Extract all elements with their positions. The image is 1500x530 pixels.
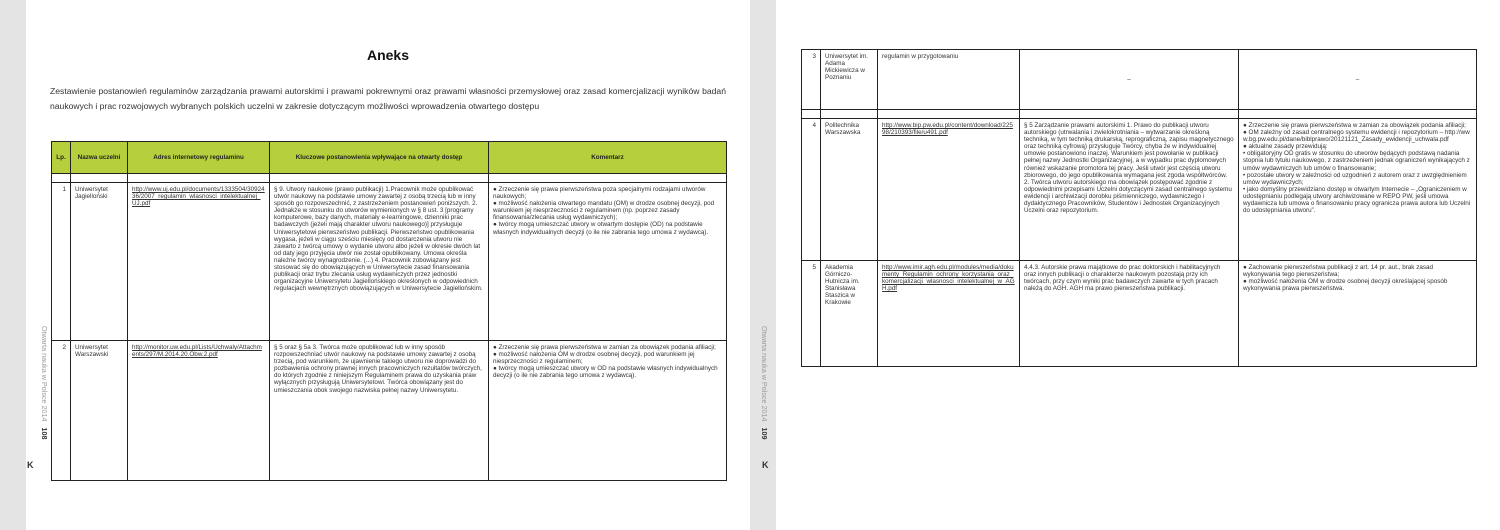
table-row xyxy=(802,50,1477,110)
header-lp: Lp. xyxy=(52,142,71,174)
row-number: 5 xyxy=(802,261,821,367)
table-row xyxy=(52,341,727,481)
provisions-text: § 9. Utwory naukowe (prawo publikacji) 1.Pracownik może opublikować utwór naukowy na podstawie umowy zawartej z osobą trzecią lub w inny sposób go rozpowszechnić, z zastrzeżeniem postanowień poniższych. 2. Jednakże w stosunku do utworów wymienionych w § 8 ust. 3 [programy komputerowe, bazy danych, materiały e-learningowe, dzienniki prac badawczych (jeżeli mają charakter utworu naukowego)] przysługuje Uniwersytetowi pierwszeństwo publikacji. Pierwszeństwo opublikowania wygasa, jeżeli w ciągu sześciu miesięcy od dostarczenia utworu nie zawarto z twórcą umowy o wydanie utworu albo jeżeli w okresie dwóch lat od daty jego przyjęcia utwór nie został opublikowany. Umowa określa należne twórcy wynagrodzenie. (...) 4. Pracownik zobowiązany jest stosować się do obowiązujących w Uniwersytecie zasad finansowania publikacji oraz trybu zlecania usług wydawniczych przez jednostki organizacyjne Uniwersytetu Jagiellońskiego określonych w odpowiednich regulacjach wewnętrznych obowiązujących w Uniwersytecie Jagiellońskim. xyxy=(270,183,489,341)
logo-icon: K xyxy=(762,460,769,470)
row-number: 1 xyxy=(52,183,71,341)
regulation-link[interactable]: http://www.bip.pw.edu.pl/content/download/22598/210393/file/u491.pdf xyxy=(882,122,1013,137)
comment-line: ● Zrzeczenie się prawa pierwszeństwa w zamian za obowiązek podania afiliacji; xyxy=(493,344,716,351)
university-name: Uniwersytet Jagielloński xyxy=(71,183,128,341)
comment-line: ● Zrzeczenie się prawa pierwszeństwa poza specjalnymi rodzajami utworów naukowych; xyxy=(493,186,706,201)
provisions-text: 4.4.3. Autorskie prawa majątkowe do prac doktorskich i habilitacyjnych oraz innych publikacji o charakterze naukowym pozostają przy ich twórcach, przy czym wyniki prac badawczych zawarte w tych pracach należą do AGH. AGH ma prawo pierwszeństwa publikacji. xyxy=(1020,261,1239,367)
page-number: 109 xyxy=(760,427,769,440)
logo-icon: K xyxy=(27,460,34,470)
comment-cell xyxy=(1239,261,1477,367)
regulation-link[interactable]: http://www.imir.agh.edu.pl/modules/media/dokumenty_Regulamin_ochrony_korzystania_oraz_komercjalizacji_wlasnosci_intelektualnej_w_AGH.pdf xyxy=(882,264,1015,293)
comment-cell xyxy=(489,341,727,481)
table-row xyxy=(802,119,1477,261)
row-number: 3 xyxy=(802,50,821,110)
publication-label: Otwarta nauka w Polsce 2014 xyxy=(40,326,49,422)
comment-line: • jako domyślny przewidziano dostęp w otwartym Internecie – „Ograniczeniem w udostępnianiu podlegają utwory archiwizowane w REPO PW, jeśli umowa wydawnicza lub umowa o finansowaniu pracy ogranicza prawa autora lub Uczelni do udostępniania utworu”. xyxy=(1243,185,1471,215)
comment-line: • obligatoryjny OD gratis w stosunku do utworów będących podstawą nadania stopnia lub tytułu naukowego, z zastrzeżeniem jednak ograniczeń wynikających z umów wydawniczych lub umów o finansowanie; xyxy=(1243,150,1470,172)
comment-line: ● twórcy mogą umieszczać utwory w OD na podstawie własnych indywidualnych decyzji (o ile nie zabrania tego umowa z wydawcą). xyxy=(493,365,718,380)
header-key-provisions: Kluczowe postanowienia wpływające na otwarty dostęp xyxy=(270,142,489,174)
comment-link[interactable]: ● OM zależny od zasad centralnego systemu ewidencji i repozytorium – http://www.bg.pw.edu.pl/dane/biblprawo/20121121_Zasady_ewidencji_uchwala.pdf xyxy=(1243,129,1470,144)
regulations-table-left xyxy=(51,141,727,481)
comment-line: ● możliwość nałożenia otwartego mandatu (OM) w drodze osobnej decyzji, pod warunkiem jej niesprzeczności z regulaminem (np. poprzez zasady finansowania/zlecania usług wydawniczych); xyxy=(493,200,715,222)
row-number: 2 xyxy=(52,341,71,481)
university-name: Akademia Górniczo-Hutnicza im. Stanisława Staszica w Krakowie xyxy=(821,261,878,367)
table-row xyxy=(802,261,1477,367)
university-name: Uniwersytet im. Adama Mickiewicza w Poznaniu xyxy=(821,50,878,110)
regulation-link[interactable]: http://www.uj.edu.pl/documents/1333504/3092436/2007_regulamin_wlasnosci_intelektualnej_UJ.pdf xyxy=(132,186,265,208)
comment-line: ● Zachowanie pierwszeństwa publikacji z art. 14 pr. aut., brak zasad wykonywania tego pierwszeństwa; xyxy=(1243,264,1434,279)
header-university-name: Nazwa uczelni xyxy=(71,142,128,174)
comment-line: ● aktualne zasady przewidują: xyxy=(1243,143,1328,151)
provisions-text: – xyxy=(1020,50,1239,110)
regulations-table-right xyxy=(801,49,1477,367)
publication-label: Otwarta nauka w Polsce 2014 xyxy=(760,326,769,422)
university-name: Uniwersytet Warszawski xyxy=(71,341,128,481)
comment-cell xyxy=(489,183,727,341)
side-running-footer xyxy=(39,326,49,486)
comment-line: ● możliwość nałożenia OM w drodze osobnej decyzji określającej sposób wykonywania prawa pierwszeństwa. xyxy=(1243,278,1448,293)
header-regulation-url: Adres internetowy regulaminu xyxy=(128,142,270,174)
page-title: Aneks xyxy=(366,47,410,63)
table-row xyxy=(52,183,727,341)
header-comment: Komentarz xyxy=(489,142,727,174)
row-number: 4 xyxy=(802,119,821,261)
left-page xyxy=(26,0,750,530)
table-spacer-row xyxy=(802,110,1477,119)
regulation-status: regulamin w przygotowaniu xyxy=(878,50,1020,110)
right-page xyxy=(760,0,1500,530)
provisions-text: § 5 oraz § 5a 3. Twórca może opublikować lub w inny sposób rozpowszechniać utwór naukowy na podstawie umowy zawartej z osobą trzecią, pod warunkiem, że ujawnienie takiego utworu nie doprowadzi do pozbawienia ochrony prawnej innych pracowniczych rezultatów twórczych, do których zgodnie z niniejszym Regulaminem prawa do uzyskania praw wyłącznych przysługują Uniwersytetowi. Twórca obowiązany jest do umieszczania obok swojego nazwiska pełnej nazwy Uniwersytetu. xyxy=(270,341,489,481)
table-spacer-row xyxy=(52,174,727,183)
university-name: Politechnika Warszawska xyxy=(821,119,878,261)
page-number: 108 xyxy=(40,427,49,440)
comment-line: • pozostałe utwory w zależności od uzgodnień z autorem oraz z uwzględnieniem umów wydawniczych; xyxy=(1243,171,1467,186)
comment-line: ● Zrzeczenie się prawa pierwszeństwa w zamian za obowiązek podania afiliacji; xyxy=(1243,122,1466,129)
comment-cell xyxy=(1239,119,1477,261)
provisions-text: § 5 Zarządzanie prawami autorskimi 1. Prawo do publikacji utworu autorskiego (utrwalania i zwielokrotniania – wytwarzanie określoną techniką, w tym techniką drukarską, reprograficzną, zapisu magnetycznego oraz techniką cyfrową) przysługuje Twórcy, chyba że w indywidualnej umowie postanowiono inaczej. Warunkiem jest powołanie w publikacji pełnej nazwy Jednostki Organizacyjnej, a w wypadku prac dyplomowych również wskazanie promotora tej pracy. Jeśli utwór jest częścią utworu zbiorowego, do jego opublikowania wymagana jest zgoda współtwórców. 2. Twórca utworu autorskiego ma obowiązek postępować zgodnie z odpowiednimi przepisami Uczelni dotyczącymi zasad centralnego systemu ewidencji i archiwizacji dorobku piśmienniczego, wydawniczego i dydaktycznego Pracowników, Studentów i Jednostek Organizacyjnych Uczelni oraz repozytorium. xyxy=(1020,119,1239,261)
intro-paragraph: Zestawienie postanowień regulaminów zarządzania prawami autorskimi i prawami pokrewnymi oraz prawami własności przemysłowej oraz zasad komercjalizacji wyników badań naukowych i prac rozwojowych wybranych polskich uczelni w zakresie dotyczącym możliwości wprowadzenia otwartego dostępu xyxy=(50,86,726,111)
comment-line: ● twórcy mogą umieszczać utwory w otwartym dostępie (OD) na podstawie własnych indywidualnych decyzji (o ile nie zabrania tego umowa z wydawcą). xyxy=(493,221,709,236)
comment-cell: – xyxy=(1239,50,1477,110)
comment-line: ● możliwość nałożenia OM w drodze osobnej decyzji, pod warunkiem jej niesprzeczności z regulaminem; xyxy=(493,351,695,366)
regulation-link[interactable]: http://monitor.uw.edu.pl/Lists/Uchwaly/Attachments/297/M.2014.20.Obw.2.pdf xyxy=(132,344,262,359)
